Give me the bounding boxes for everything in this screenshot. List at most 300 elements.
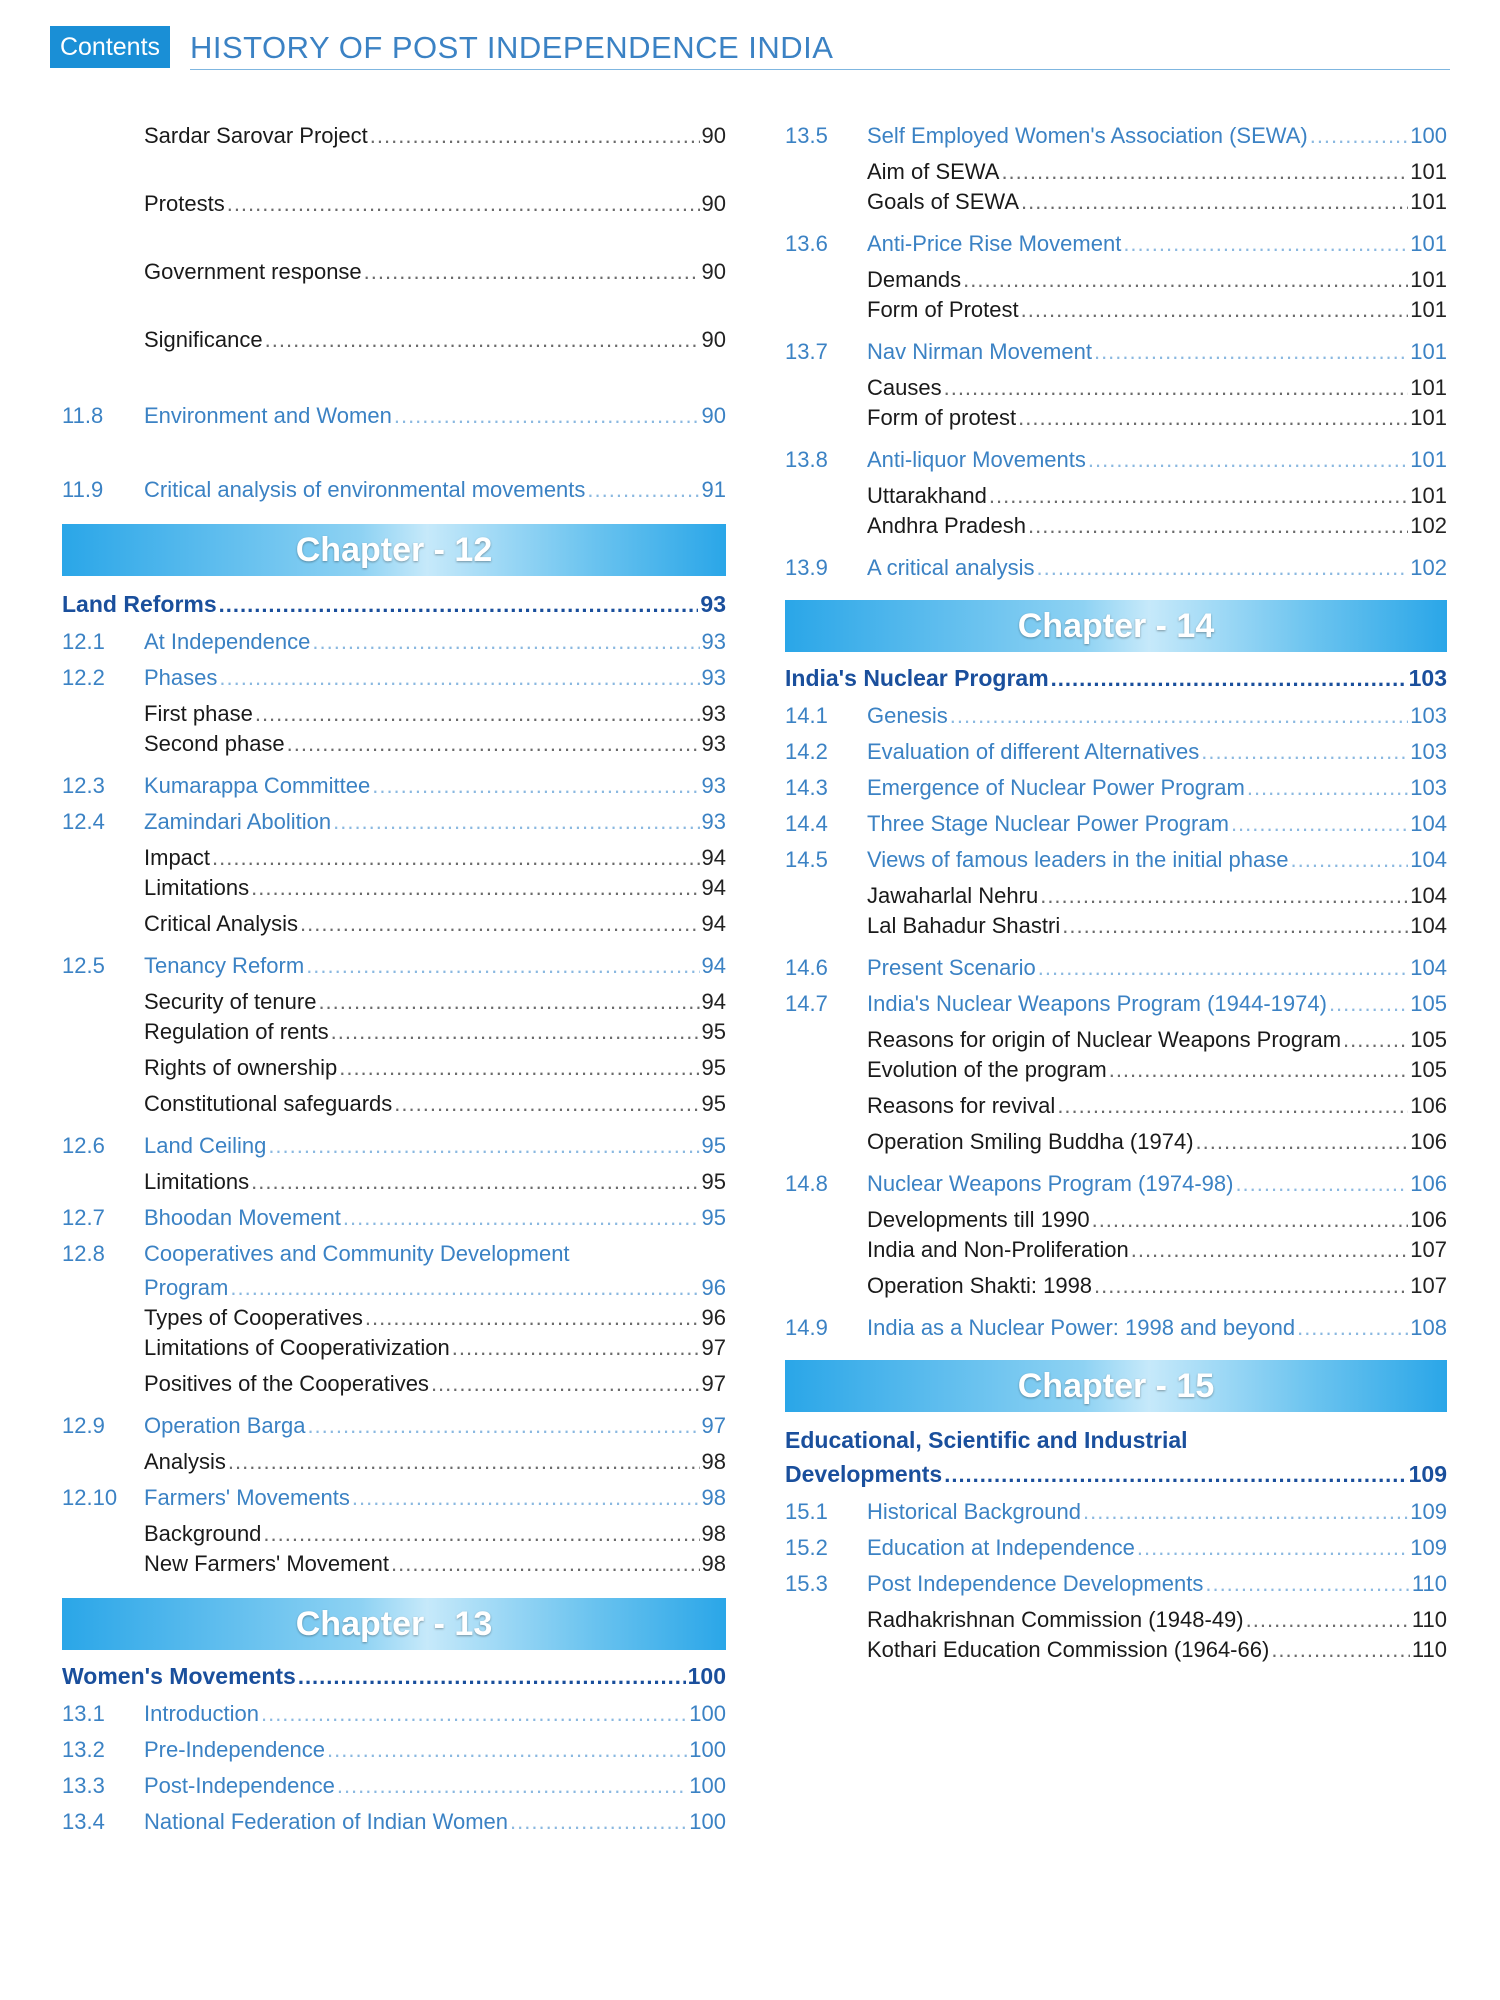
dot-leader xyxy=(343,1200,700,1236)
chapter-title: India's Nuclear Program xyxy=(785,665,1049,691)
chapter-title: Women's Movements xyxy=(62,1663,296,1689)
toc-section[interactable] xyxy=(62,1128,726,1164)
page-number: 97 xyxy=(701,1371,726,1396)
entry-title: Critical analysis of environmental movements xyxy=(144,477,586,502)
entry-title: Impact xyxy=(144,845,211,870)
dot-leader xyxy=(327,1732,687,1768)
toc-section[interactable] xyxy=(785,698,1447,734)
dot-leader xyxy=(1137,1530,1408,1566)
chapter-title-row[interactable] xyxy=(785,1420,1447,1454)
toc-entry xyxy=(144,906,726,942)
page-number: 96 xyxy=(701,1305,726,1330)
dot-leader xyxy=(1094,1268,1408,1304)
dot-leader xyxy=(1231,806,1408,842)
entry-title: Operation Smiling Buddha (1974) xyxy=(867,1129,1194,1154)
toc-entry xyxy=(144,1366,726,1402)
toc-entry xyxy=(867,1268,1447,1304)
toc-subentry[interactable] xyxy=(785,262,1447,292)
dot-leader xyxy=(1028,508,1408,544)
page-number: 98 xyxy=(701,1551,726,1576)
toc-subentry[interactable] xyxy=(62,906,726,942)
toc-section[interactable] xyxy=(785,334,1447,370)
toc-subentry[interactable] xyxy=(62,118,726,154)
page-number: 95 xyxy=(701,1055,726,1080)
dot-leader xyxy=(337,1768,687,1804)
toc-subentry[interactable] xyxy=(62,1086,726,1122)
toc-entry xyxy=(867,400,1447,436)
dot-leader xyxy=(364,254,700,290)
page-number: 104 xyxy=(1410,811,1447,836)
toc-subentry[interactable] xyxy=(785,1602,1447,1632)
entry-title: Operation Barga xyxy=(144,1413,306,1438)
toc-entry xyxy=(144,1236,726,1272)
page-number: 94 xyxy=(701,989,726,1014)
toc-entry xyxy=(144,1444,726,1480)
toc-subentry[interactable] xyxy=(785,1232,1447,1268)
page-number: 94 xyxy=(701,875,726,900)
toc-entry xyxy=(144,624,726,660)
toc-subentry[interactable] xyxy=(785,908,1447,944)
dot-leader xyxy=(394,1086,699,1122)
toc-entry xyxy=(144,1546,726,1582)
entry-title: Andhra Pradesh xyxy=(867,513,1026,538)
entry-title: First phase xyxy=(144,701,253,726)
section-number: 13.1 xyxy=(62,1701,105,1726)
toc-subentry[interactable] xyxy=(62,870,726,906)
entry-title: Genesis xyxy=(867,703,948,728)
toc-subentry[interactable] xyxy=(62,840,726,870)
toc-section[interactable] xyxy=(62,1270,726,1300)
dot-leader xyxy=(300,906,699,942)
section-number: 12.3 xyxy=(62,773,105,798)
entry-title: Views of famous leaders in the initial phase xyxy=(867,847,1289,872)
toc-section[interactable] xyxy=(62,1696,726,1732)
toc-section[interactable] xyxy=(785,118,1447,154)
toc-entry xyxy=(785,658,1447,699)
toc-subentry[interactable] xyxy=(62,1050,726,1086)
toc-section[interactable] xyxy=(785,1310,1447,1346)
dot-leader xyxy=(1057,1088,1408,1124)
toc-section[interactable] xyxy=(62,1732,726,1768)
toc-subentry[interactable] xyxy=(62,1300,726,1330)
entry-title: Kumarappa Committee xyxy=(144,773,371,798)
entry-title: Zamindari Abolition xyxy=(144,809,332,834)
toc-entry xyxy=(144,322,726,358)
toc-section[interactable] xyxy=(785,1166,1447,1202)
toc-entry xyxy=(867,908,1447,944)
page-number: 101 xyxy=(1410,159,1447,184)
page-number: 95 xyxy=(701,1169,726,1194)
page-number: 101 xyxy=(1410,189,1447,214)
page-number: 93 xyxy=(701,731,726,756)
entry-title: Three Stage Nuclear Power Program xyxy=(867,811,1229,836)
entry-title: Bhoodan Movement xyxy=(144,1205,341,1230)
toc-entry xyxy=(867,1088,1447,1124)
dot-leader xyxy=(944,1455,1406,1495)
dot-leader xyxy=(228,1444,700,1480)
page-header xyxy=(50,26,1450,70)
dot-leader xyxy=(1196,1124,1409,1160)
toc-subentry[interactable] xyxy=(62,1444,726,1474)
section-number: 13.3 xyxy=(62,1773,105,1798)
dot-leader xyxy=(1310,118,1409,154)
entry-title: Types of Cooperatives xyxy=(144,1305,363,1330)
entry-title: Emergence of Nuclear Power Program xyxy=(867,775,1245,800)
entry-title: Limitations of Cooperativization xyxy=(144,1335,450,1360)
page-number: 102 xyxy=(1410,513,1447,538)
entry-title: Analysis xyxy=(144,1449,226,1474)
chapter-title-row[interactable] xyxy=(785,1454,1447,1494)
toc-entry xyxy=(62,1656,726,1697)
toc-group xyxy=(62,1696,726,1840)
toc-entry xyxy=(144,186,726,222)
page-number: 95 xyxy=(701,1091,726,1116)
page-number: 95 xyxy=(701,1133,726,1158)
contents-tab-button[interactable]: Contents xyxy=(50,26,170,68)
page-number: 93 xyxy=(701,629,726,654)
book-title: HISTORY OF POST INDEPENDENCE INDIA xyxy=(190,30,834,65)
chapter-title: Educational, Scientific and Industrial xyxy=(785,1427,1188,1453)
page-number: 93 xyxy=(701,773,726,798)
page-number: 103 xyxy=(1410,775,1447,800)
toc-entry xyxy=(62,584,726,625)
entry-title: Historical Background xyxy=(867,1499,1081,1524)
toc-entry xyxy=(144,1128,726,1164)
section-number: 14.5 xyxy=(785,847,828,872)
section-number: 14.7 xyxy=(785,991,828,1016)
dot-leader xyxy=(1051,659,1407,699)
toc-section[interactable] xyxy=(785,1566,1447,1602)
entry-title: Second phase xyxy=(144,731,285,756)
toc-section[interactable] xyxy=(785,806,1447,842)
section-number: 14.8 xyxy=(785,1171,828,1196)
toc-subentry[interactable] xyxy=(785,400,1447,436)
toc-section[interactable] xyxy=(785,770,1447,806)
page-number: 101 xyxy=(1410,405,1447,430)
toc-section[interactable] xyxy=(62,660,726,696)
toc-section[interactable] xyxy=(62,1200,726,1236)
entry-title: Sardar Sarovar Project xyxy=(144,123,368,148)
entry-title: Operation Shakti: 1998 xyxy=(867,1273,1093,1298)
page-number: 94 xyxy=(701,911,726,936)
entry-title: Background xyxy=(144,1521,262,1546)
page-number: 93 xyxy=(701,809,726,834)
section-number: 12.7 xyxy=(62,1205,105,1230)
dot-leader xyxy=(1235,1166,1408,1202)
page-number: 101 xyxy=(1410,231,1447,256)
page-number: 90 xyxy=(701,327,726,352)
toc-section[interactable] xyxy=(785,442,1447,478)
dot-leader xyxy=(265,322,700,358)
dot-leader xyxy=(333,804,699,840)
dot-leader xyxy=(1201,734,1408,770)
toc-subentry[interactable] xyxy=(62,1164,726,1194)
toc-entry xyxy=(144,472,726,508)
page-number: 98 xyxy=(701,1485,726,1510)
dot-leader xyxy=(251,870,699,906)
section-number: 12.4 xyxy=(62,809,105,834)
toc-entry xyxy=(144,1086,726,1122)
page-number: 104 xyxy=(1410,847,1447,872)
toc-subentry[interactable] xyxy=(62,1330,726,1366)
entry-title: Program xyxy=(144,1275,229,1300)
dot-leader xyxy=(950,698,1409,734)
toc-entry xyxy=(144,1014,726,1050)
entry-title: New Farmers' Movement xyxy=(144,1551,390,1576)
toc-section[interactable] xyxy=(785,842,1447,878)
entry-title: Jawaharlal Nehru xyxy=(867,883,1039,908)
entry-title: Reasons for revival xyxy=(867,1093,1056,1118)
section-number: 14.3 xyxy=(785,775,828,800)
toc-entry xyxy=(867,442,1447,478)
dot-leader xyxy=(227,186,700,222)
dot-leader xyxy=(1297,1310,1408,1346)
toc-section[interactable] xyxy=(62,1768,726,1804)
dot-leader xyxy=(261,1696,687,1732)
page-number: 108 xyxy=(1410,1315,1447,1340)
toc-section[interactable] xyxy=(785,1494,1447,1530)
toc-section[interactable] xyxy=(785,226,1447,262)
toc-group xyxy=(785,1494,1447,1668)
chapter-banner-label: Chapter - 15 xyxy=(1017,1367,1215,1405)
dot-leader xyxy=(331,1014,700,1050)
dot-leader xyxy=(307,1408,699,1444)
toc-subentry[interactable] xyxy=(785,370,1447,400)
toc-entry xyxy=(144,660,726,696)
toc-section[interactable] xyxy=(785,1530,1447,1566)
page-number: 104 xyxy=(1410,913,1447,938)
toc-subentry[interactable] xyxy=(785,1088,1447,1124)
toc-subentry[interactable] xyxy=(62,1516,726,1546)
toc-section[interactable] xyxy=(62,948,726,984)
page-number: 100 xyxy=(689,1809,726,1834)
page-number: 105 xyxy=(1410,1027,1447,1052)
dot-leader xyxy=(391,1546,699,1582)
toc-subentry[interactable] xyxy=(785,508,1447,544)
section-number: 13.9 xyxy=(785,555,828,580)
toc-section[interactable] xyxy=(785,550,1447,586)
page-number: 98 xyxy=(701,1449,726,1474)
entry-title: India as a Nuclear Power: 1998 and beyond xyxy=(867,1315,1296,1340)
page-number: 101 xyxy=(1410,483,1447,508)
toc-entry xyxy=(144,254,726,290)
toc-subentry[interactable] xyxy=(62,322,726,358)
section-number: 14.4 xyxy=(785,811,828,836)
page-number: 96 xyxy=(701,1275,726,1300)
entry-title: Evolution of the program xyxy=(867,1057,1107,1082)
toc-entry xyxy=(867,1166,1447,1202)
section-number: 15.3 xyxy=(785,1571,828,1596)
entry-title: Education at Independence xyxy=(867,1535,1135,1560)
entry-title: Critical Analysis xyxy=(144,911,299,936)
section-number: 13.7 xyxy=(785,339,828,364)
toc-subentry[interactable] xyxy=(62,1546,726,1582)
entry-title: National Federation of Indian Women xyxy=(144,1809,509,1834)
page-number: 101 xyxy=(1410,297,1447,322)
page-number: 98 xyxy=(701,1521,726,1546)
dot-leader xyxy=(1088,442,1408,478)
toc-group xyxy=(62,118,726,508)
section-number: 12.9 xyxy=(62,1413,105,1438)
entry-title: Anti-liquor Movements xyxy=(867,447,1086,472)
entry-title: Protests xyxy=(144,191,225,216)
toc-entry xyxy=(144,1768,726,1804)
toc-section[interactable] xyxy=(62,624,726,660)
entry-title: Form of protest xyxy=(867,405,1017,430)
toc-entry xyxy=(144,1408,726,1444)
toc-subentry[interactable] xyxy=(785,1052,1447,1088)
section-number: 13.5 xyxy=(785,123,828,148)
toc-section[interactable] xyxy=(785,986,1447,1022)
dot-leader xyxy=(219,585,699,625)
toc-entry xyxy=(867,292,1447,328)
toc-subentry[interactable] xyxy=(62,254,726,290)
toc-entry xyxy=(867,1566,1447,1602)
entry-title: Uttarakhand xyxy=(867,483,987,508)
toc-section[interactable] xyxy=(62,768,726,804)
entry-title: Security of tenure xyxy=(144,989,317,1014)
page-number: 109 xyxy=(1410,1535,1447,1560)
section-number: 12.8 xyxy=(62,1241,105,1266)
toc-section[interactable] xyxy=(62,472,726,508)
entry-title: Self Employed Women's Association (SEWA) xyxy=(867,123,1308,148)
entry-title: Reasons for origin of Nuclear Weapons Program xyxy=(867,1027,1342,1052)
toc-subentry[interactable] xyxy=(785,1124,1447,1160)
toc-entry xyxy=(867,1124,1447,1160)
entry-title: Causes xyxy=(867,375,942,400)
page-number: 100 xyxy=(689,1737,726,1762)
dot-leader xyxy=(510,1804,687,1840)
page-number: 105 xyxy=(1410,991,1447,1016)
entry-title: Environment and Women xyxy=(144,403,392,428)
section-number: 14.2 xyxy=(785,739,828,764)
toc-section[interactable] xyxy=(62,1408,726,1444)
entry-title: Goals of SEWA xyxy=(867,189,1020,214)
chapter-title-row[interactable] xyxy=(62,584,726,624)
toc-section[interactable] xyxy=(785,734,1447,770)
page-number: 90 xyxy=(701,123,726,148)
section-number: 12.1 xyxy=(62,629,105,654)
page-number: 100 xyxy=(687,1663,726,1689)
entry-title: Lal Bahadur Shastri xyxy=(867,913,1061,938)
page-number: 109 xyxy=(1408,1461,1447,1487)
toc-subentry[interactable] xyxy=(62,1366,726,1402)
toc-subentry[interactable] xyxy=(785,1022,1447,1052)
dot-leader xyxy=(1037,550,1409,586)
chapter-title-continued: Developments xyxy=(785,1461,943,1487)
entry-title: Regulation of rents xyxy=(144,1019,329,1044)
toc-subentry[interactable] xyxy=(62,696,726,726)
entry-title: Present Scenario xyxy=(867,955,1036,980)
toc-section[interactable] xyxy=(785,950,1447,986)
toc-subentry[interactable] xyxy=(785,1632,1447,1668)
toc-subentry[interactable] xyxy=(785,184,1447,220)
page-number: 94 xyxy=(701,845,726,870)
dot-leader xyxy=(1271,1632,1410,1668)
page-number: 93 xyxy=(700,591,726,617)
toc-entry xyxy=(144,1804,726,1840)
page-number: 100 xyxy=(689,1701,726,1726)
section-number: 13.2 xyxy=(62,1737,105,1762)
chapter-banner-label: Chapter - 12 xyxy=(295,531,493,569)
section-number: 13.4 xyxy=(62,1809,105,1834)
entry-title: Evaluation of different Alternatives xyxy=(867,739,1200,764)
toc-entry xyxy=(867,950,1447,986)
toc-entry xyxy=(144,726,726,762)
entry-title: Rights of ownership xyxy=(144,1055,338,1080)
page-number: 106 xyxy=(1410,1129,1447,1154)
entry-title: Limitations xyxy=(144,1169,250,1194)
toc-subentry[interactable] xyxy=(785,878,1447,908)
toc-section[interactable] xyxy=(62,804,726,840)
toc-subentry[interactable] xyxy=(62,984,726,1014)
chapter-title-row[interactable] xyxy=(785,658,1447,698)
dot-leader xyxy=(394,398,700,434)
dot-leader xyxy=(370,118,700,154)
toc-entry xyxy=(867,842,1447,878)
toc-section[interactable] xyxy=(62,1236,726,1270)
toc-entry xyxy=(144,1164,726,1200)
toc-section[interactable] xyxy=(62,398,726,434)
toc-entry xyxy=(144,948,726,984)
toc-entry xyxy=(867,1632,1447,1668)
entry-title: Limitations xyxy=(144,875,250,900)
page-number: 107 xyxy=(1410,1237,1447,1262)
dot-leader xyxy=(1094,334,1408,370)
entry-title: Land Ceiling xyxy=(144,1133,267,1158)
page-number: 97 xyxy=(701,1335,726,1360)
dot-leader xyxy=(1021,184,1408,220)
chapter-banner xyxy=(62,1598,726,1650)
toc-section[interactable] xyxy=(62,1480,726,1516)
section-number: 14.6 xyxy=(785,955,828,980)
toc-entry xyxy=(867,806,1447,842)
entry-title: Introduction xyxy=(144,1701,259,1726)
page-number: 103 xyxy=(1410,703,1447,728)
toc-subentry[interactable] xyxy=(785,1268,1447,1304)
toc-subentry[interactable] xyxy=(785,154,1447,184)
chapter-title-row[interactable] xyxy=(62,1656,726,1696)
toc-entry xyxy=(785,1454,1447,1495)
entry-title: Government response xyxy=(144,259,362,284)
entry-title: Phases xyxy=(144,665,218,690)
toc-subentry[interactable] xyxy=(62,1014,726,1050)
dot-leader xyxy=(1131,1232,1409,1268)
section-number: 12.6 xyxy=(62,1133,105,1158)
dot-leader xyxy=(306,948,699,984)
chapter-banner xyxy=(62,524,726,576)
toc-subentry[interactable] xyxy=(62,186,726,222)
toc-section[interactable] xyxy=(62,1804,726,1840)
toc-subentry[interactable] xyxy=(785,1202,1447,1232)
toc-subentry[interactable] xyxy=(785,478,1447,508)
page-number: 104 xyxy=(1410,955,1447,980)
entry-title: Significance xyxy=(144,327,263,352)
toc-entry xyxy=(144,1330,726,1366)
entry-title: Radhakrishnan Commission (1948-49) xyxy=(867,1607,1244,1632)
page-number: 93 xyxy=(701,665,726,690)
page-number: 95 xyxy=(701,1205,726,1230)
dot-leader xyxy=(251,1164,699,1200)
page-number: 105 xyxy=(1410,1057,1447,1082)
dot-leader xyxy=(219,660,699,696)
toc-subentry[interactable] xyxy=(785,292,1447,328)
dot-leader xyxy=(1062,908,1408,944)
toc-entry xyxy=(867,1052,1447,1088)
toc-subentry[interactable] xyxy=(62,726,726,762)
toc-entry xyxy=(144,768,726,804)
entry-title: Cooperatives and Community Development xyxy=(144,1241,570,1266)
